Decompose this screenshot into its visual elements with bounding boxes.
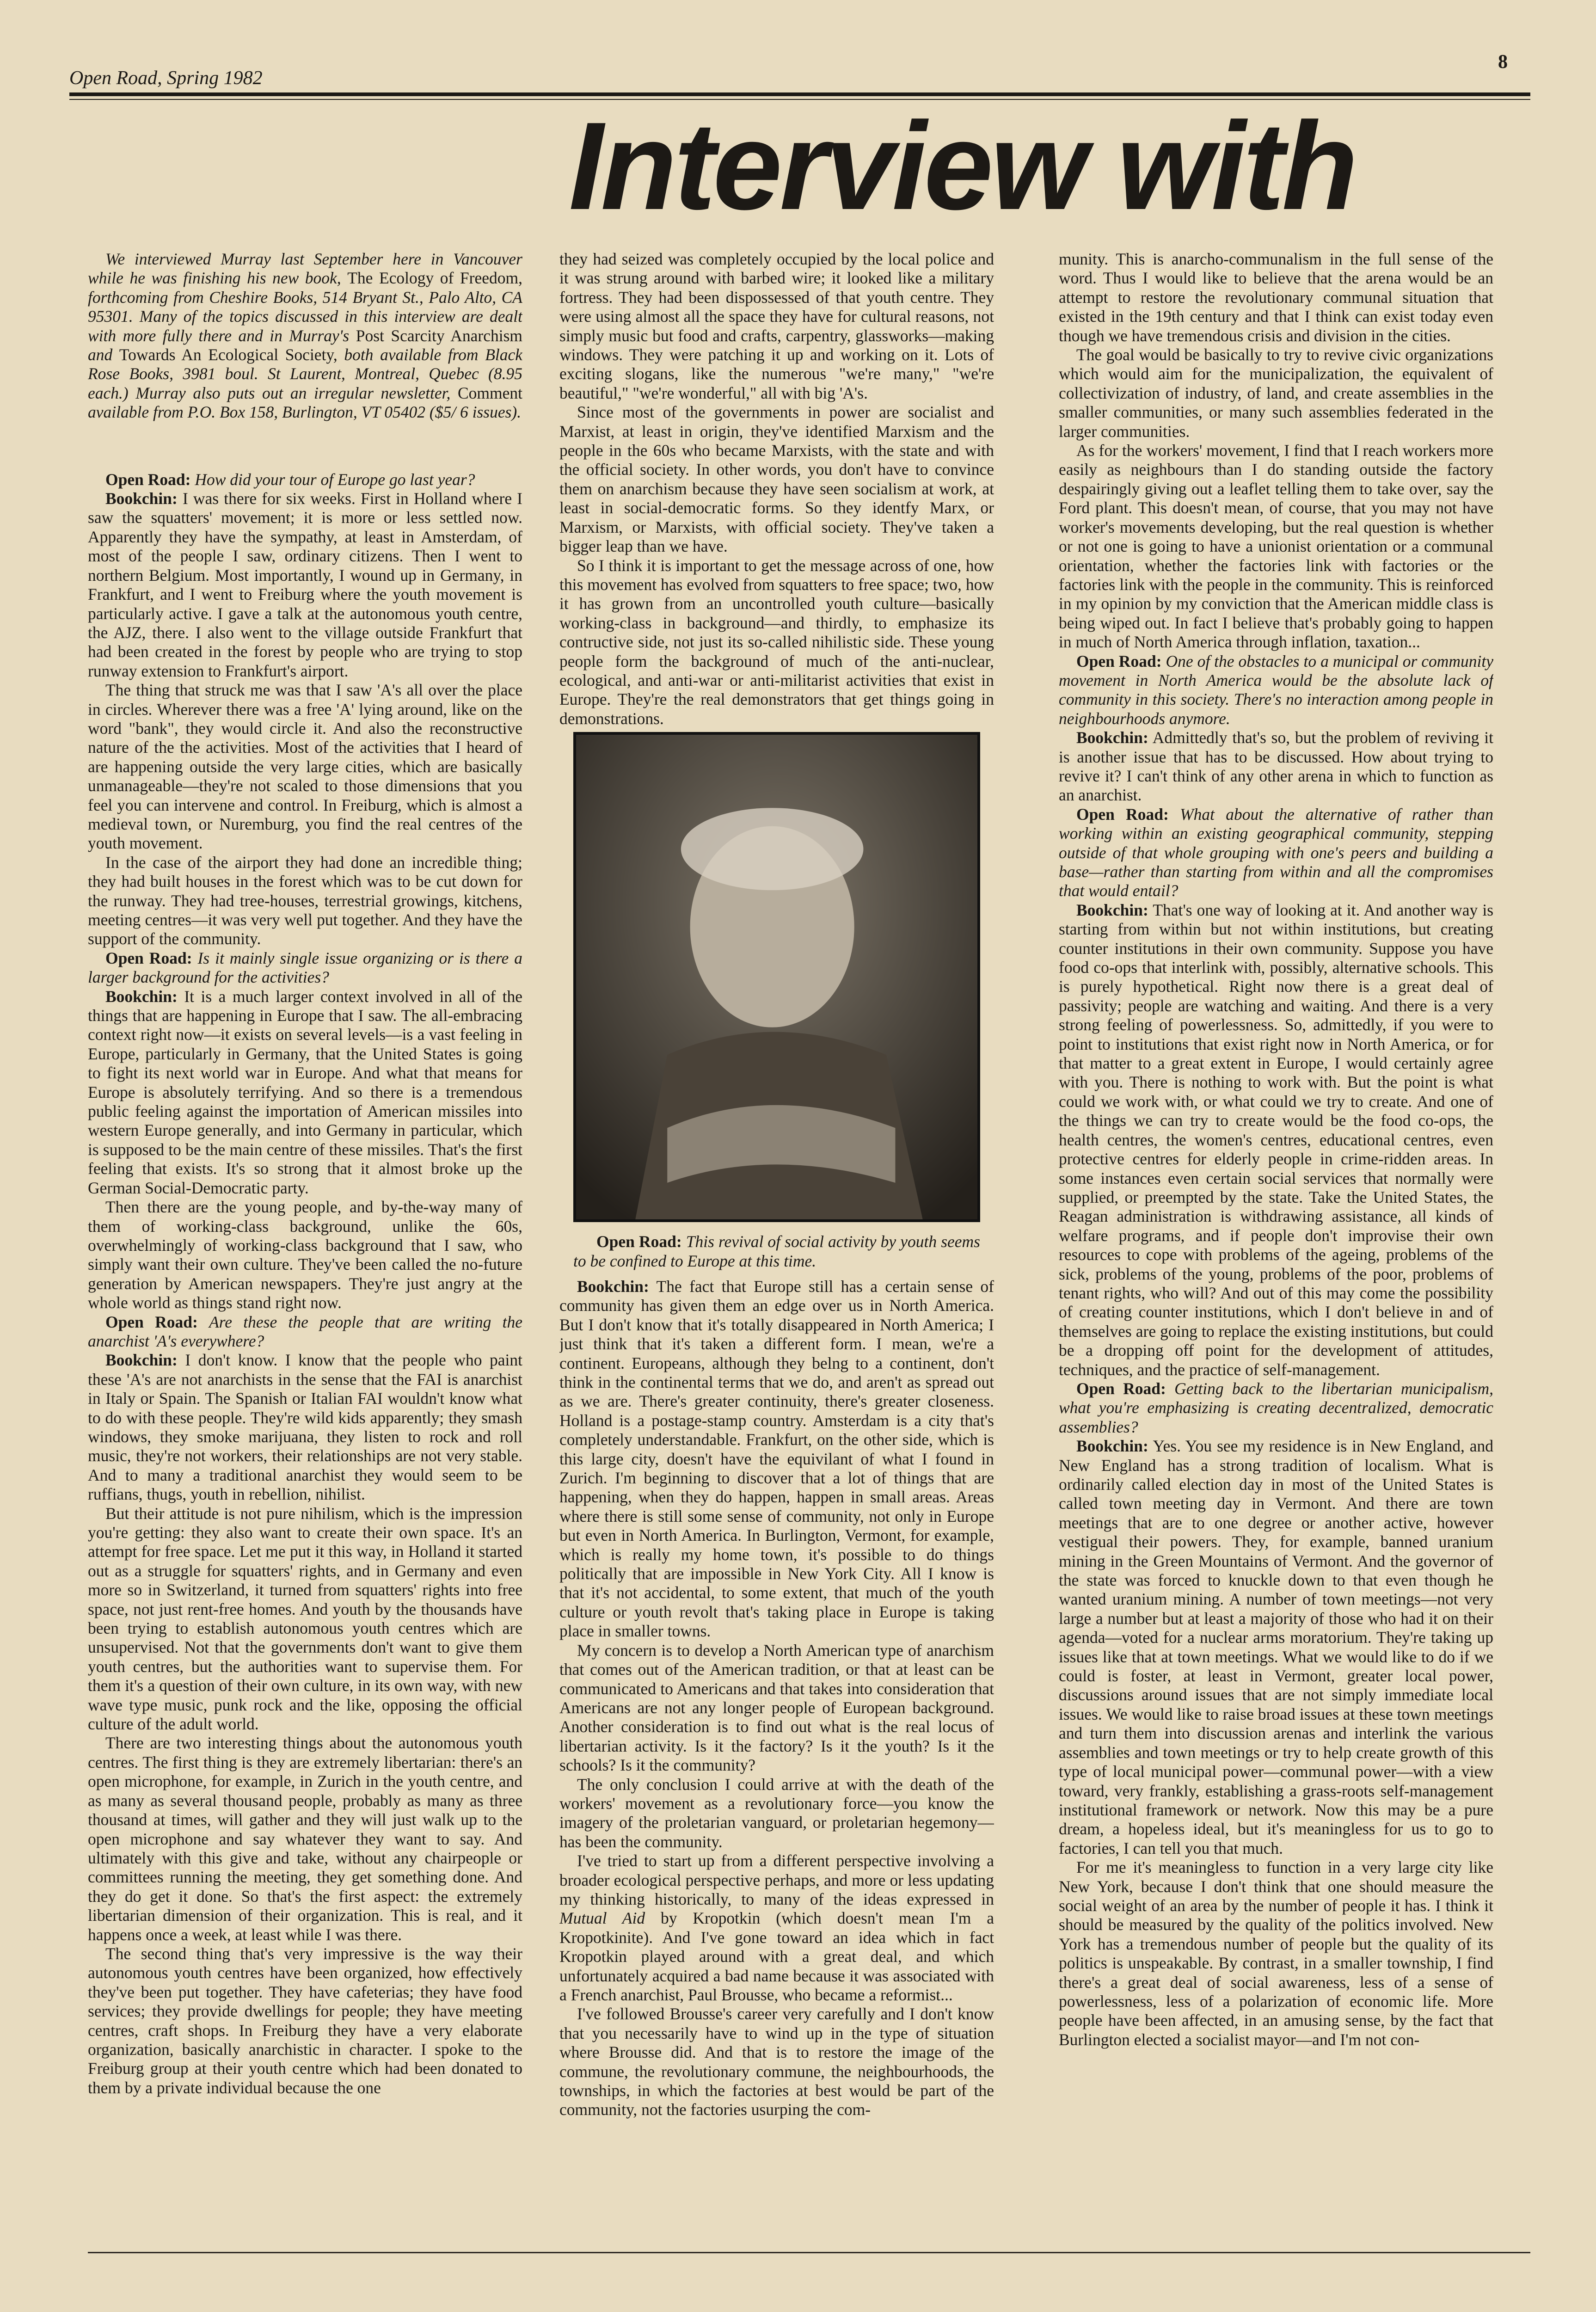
answer-text: I don't know. I know that the people who paint these 'A's are not anarchists in the sense that the FAI is anarchist in Italy or Spain. The Spanish or Italian FAI wouldn't know what to do with these people. They're wild kids apparently; they smash windows, they smoke marijuana, they listen to rock and roll music, they're not workers, their relationships are not very stable. And to many a traditional anarchist they would seem to be ruffians, thugs, youth in rebellion, nihilist.: [88, 1351, 522, 1504]
body-text: by Kropotkin (which doesn't mean I'm a Kropotkinite). And I've gone toward an idea which in fact Kropotkin played around with a great deal, and which unfortunately acquired a bad name because it was associated with a French anarchist, Paul Brousse, who became a reformist...: [559, 1909, 994, 2004]
body-paragraph: I've followed Brousse's career very carefully and I don't know that you necessarily have to wind up in the type of situation where Brousse did. And that is to restore the image of the commune, the revolutionary commune, the neighbourhoods, the townships, in which the factories at best would be part of the community, not the factories usurping the com-: [559, 2005, 994, 2119]
speaker-open-road: Open Road:: [1076, 805, 1169, 824]
photo-caption: [573, 1232, 980, 1271]
issue-line: Open Road, Spring 1982: [69, 68, 263, 89]
speaker-open-road: Open Road:: [105, 1312, 198, 1331]
question-text: Is it mainly single issue organizing or is there a larger background for the activities?: [88, 948, 522, 987]
body-paragraph: The only conclusion I could arrive at with the death of the workers' movement as a revolutionary force—you know the imagery of the proletarian vanguard, or proletarian hegemony—has been the community.: [559, 1775, 994, 1851]
answer-paragraph: [559, 1277, 994, 1641]
continued-paragraph: munity. This is anarcho-communalism in the full sense of the word. Thus I would like to believe that the arena would be an attempt to restore the revolutionary communal situation that existed in the 19th century and that I think can exist today even though we have tremendous crisis and division in the cities.: [1059, 250, 1493, 345]
photo-block: [573, 732, 980, 1271]
body-text: I've tried to start up from a different perspective involving a broader ecological perspective perhaps, and more or less updating my thinking historically, to many of the ideas expressed in: [559, 1851, 994, 1908]
header-rule-thin: [69, 99, 1530, 100]
intro-text: We interviewed Murray last September here in Vancouver while he was finishing his new book,: [88, 250, 522, 288]
question-paragraph: [1059, 652, 1493, 729]
headline: Interview with: [569, 106, 1356, 227]
question-text: What about the alternative of rather than working within an existing geographical community, stepping outside of that whole grouping with one's peers and building a base—rather than starting from within and all the compromises that would entail?: [1059, 805, 1493, 900]
question-text: How did your tour of Europe go last year?: [195, 470, 475, 489]
intro-title: The Ecology of Freedom,: [347, 269, 522, 288]
portrait-photo: [573, 732, 980, 1222]
speaker-open-road: Open Road:: [1076, 652, 1162, 670]
answer-paragraph: [88, 987, 522, 1198]
answer-paragraph: [1059, 728, 1493, 805]
intro-title: Towards An Ecological Society,: [119, 345, 338, 364]
column-1-body: [88, 470, 522, 2098]
intro-text: and: [88, 345, 119, 364]
speaker-open-road: Open Road:: [105, 948, 192, 967]
question-text: Are these the people that are writing the anarchist 'A's everywhere?: [88, 1312, 522, 1350]
body-paragraph: There are two interesting things about the autonomous youth centres. The first thing is they are extremely libertarian: there's an open microphone, for example, in Zurich in the youth centre, and as many as several thousand people, probably as many as three thousand at times, will gather and they will just walk up to the open microphone and say whatever they want to say. And ultimately with this give and take, without any chairpeople or committees running the meeting, they get something done. And they do get it done. So that's the first aspect: the extremely libertarian dimension of their organization. This is real, and it happens once a week, at least while I was there.: [88, 1734, 522, 1944]
body-paragraph: Then there are the young people, and by-the-way many of them of working-class background, unlike the 60s, overwhelmingly of working-class background that I saw, who simply want their own culture. They've been called the no-future generation by American newspapers. They're just angry at the whole world as things stand right now.: [88, 1198, 522, 1312]
speaker-bookchin: Bookchin:: [1076, 900, 1148, 919]
body-paragraph: [559, 1851, 994, 2005]
answer-text: The fact that Europe still has a certain sense of community has given them an edge over us in North America. But I don't know that it's totally disappeared in North America; I just think that it's taken a different form. I mean, we're a continent. Europeans, although they belng to a continent, don't think in the continental terms that we do, and aren't as spread out as we are. There's greater continuity, there's greater closeness. Holland is a postage-stamp country. Amsterdam is a city that's completely understandable. Frankfurt, on the other side, which is this large city, doesn't have the equivilant of what I found in Zurich. I'm beginning to discover that a lot of things that are happening, when they do happen, happen in small areas. Areas where there is still some sense of community, not only in Europe but even in North America. In Burlington, Vermont, for example, which is really my home town, it's possible to do things politically that are impossible in New York City. All I know is that it's not accidental, to some extent, that much of the youth culture or youth revolt that's taking place in Europe is taking place in smaller towns.: [559, 1277, 994, 1641]
speaker-bookchin: Bookchin:: [577, 1277, 649, 1296]
intro-title: Comment: [457, 383, 522, 402]
body-paragraph: So I think it is important to get the message across of one, how this movement has evolved from squatters to free space; two, how it has grown from an uncontrolled youth culture—basically working-class in background—and thirdly, to emphasize its contructive side, not just its so-called nihilistic side. These young people form the background of much of the anti-nuclear, ecological, and anti-war or anti-militarist activities that exist in Europe. They're the real demonstrators that get things going in demonstrations.: [559, 556, 994, 728]
answer-text: Yes. You see my residence is in New England, and New England has a strong tradition of localism. What is ordinarily called election day in most of the United States is called town meeting day in Vermont. And there are town meetings that are to one degree or another active, however vestigual their powers. They, for example, banned uranium mining in the Green Mountains of Vermont. And the governor of the state was forced to knuckle down to that even though he wanted uranium mining. A number of town meetings—not very large a number but at least a majority of those who had it on their agenda—voted for a nuclear arms moratorium. They're taking up issues like that at town meetings. What we would like to do if we could is foster, at least in Vermont, greater local power, discussions around issues that are not simply immediate local issues. We would like to raise broad issues at these town meetings and turn them into discussion arenas and interlink the various assemblies and town meetings or try to help create growth of this type of local municipal power—communal power—with a view toward, very frankly, establishing a grass-roots self-management institutional framework or network. Now this may be a pure dream, a hopeless ideal, but it's meaningless for us to go to factories, I can tell you that much.: [1059, 1437, 1493, 1857]
footer-rule: [88, 2252, 1530, 2253]
body-paragraph: The goal would be basically to try to revive civic organizations which would aim for the municipalization, the equivalent of collectivization of industry, of land, and create assemblies in the smaller communities, or many such assemblies federated in the larger communities.: [1059, 345, 1493, 441]
column-1: [88, 250, 522, 2238]
body-paragraph: For me it's meaningless to function in a very large city like New York, because I don't think that one should measure the social weight of an area by the number of people it has. I think it should be measured by the quality of the politics involved. New York has a tremendous number of people but the quality of its politics is unspeakable. By contrast, in a smaller township, I find there's a great deal of social awareness, less of a sense of powerlessness, less of a polarization of economic life. More people have been affected, in an amusing sense, by the fact that Burlington elected a socialist mayor—and I'm not con-: [1059, 1858, 1493, 2049]
answer-text: Admittedly that's so, but the problem of reviving it is another issue that has to be discussed. How about trying to revive it? I can't think of any other arena in which to function as an anarchist.: [1059, 728, 1493, 805]
body-paragraph: My concern is to develop a North American type of anarchism that comes out of the American tradition, or that at least can be communicated to Americans and that takes into consideration that Americans are not any longer people of European background. Another consideration is to find out what is the real locus of libertarian activity. Is it the factory? Is it the youth? Is it the schools? Is it the community?: [559, 1641, 994, 1775]
answer-text: It is a much larger context involved in all of the things that are happening in Europe that I saw. The all-embracing context right now—it exists on several levels—is a vast feeling in Europe, particularly in Germany, that the United States is going to fight its next world war in Europe. And what that means for Europe is absolutely terrifying. And so there is a tremendous public feeling against the importation of American missiles into western Europe generally, and into Germany in particular, which is supposed to be the main centre of these missiles. That's the first feeling that exists. It's so strong that it almost broke up the German Social-Democratic party.: [88, 987, 522, 1197]
caption-text: This revival of social activity by youth seems to be confined to Europe at this time.: [573, 1232, 980, 1270]
question-text: Getting back to the libertarian municipalism, what you're emphasizing is creating decentralized, democratic assemblies?: [1059, 1379, 1493, 1436]
caption-speaker: Open Road:: [596, 1232, 682, 1251]
answer-paragraph: [88, 489, 522, 681]
speaker-open-road: Open Road:: [105, 470, 191, 489]
column-3-body: [1059, 250, 1493, 2049]
body-paragraph: As for the workers' movement, I find that I reach workers more easily as neighbours than I do standing outside the factory despairingly giving out a leaflet telling them to take over, say the Ford plant. This doesn't mean, of course, that you may not have worker's movements developing, but the real question is whether or not one is going to have a unionist orientation or a communal orientation, whether the factories link with factories or the factories link with the people in the community. This is reinforced in my opinion by my conviction that the American middle class is being wiped out. In fact I believe that's probably going to happen in much of North America through inflation, taxation...: [1059, 441, 1493, 652]
column-2-bottom: [559, 1277, 994, 2120]
header-rule: [69, 92, 1530, 96]
body-paragraph: In the case of the airport they had done an incredible thing; they had built houses in the forest which was to be cut down for the runway. They had tree-houses, terrestrial growings, kitchens, meeting centres—it was very well put together. And they have the support of the community.: [88, 853, 522, 948]
book-title: Mutual Aid: [559, 1909, 645, 1928]
question-paragraph: [88, 949, 522, 987]
intro-text: available from P.O. Box 158, Burlington, VT 05402 ($5/ 6 issues).: [88, 403, 522, 422]
question-paragraph: [1059, 1379, 1493, 1437]
answer-text: I was there for six weeks. First in Holland where I saw the squatters' movement; it is more or less settled now. Apparently they have the sympathy, at least in Amsterdam, of most of the people I saw, ordinary citizens. Then I went to northern Belgium. Most importantly, I wound up in Germany, in Frankfurt, and I went to Freiburg where the youth movement is particularly active. I gave a talk at the autonomous youth centre, the AJZ, there. I also went to the village outside Frankfurt that had been created in the forest by people who are trying to stop runway extension to Frankfurt's airport.: [88, 489, 522, 680]
question-paragraph: [88, 470, 522, 489]
answer-paragraph: [1059, 901, 1493, 1379]
speaker-open-road: Open Road:: [1076, 1379, 1166, 1398]
intro-paragraph: [88, 250, 522, 422]
question-paragraph: [1059, 805, 1493, 901]
body-paragraph: But their attitude is not pure nihilism, which is the impression you're getting: they also want to create their own space. It's an attempt for free space. Let me put it this way, in Holland it started out as a struggle for squatters' rights, and in Germany and even more so in Switzerland, it turned from squatters' rights into free space, not just rent-free homes. And youth by the thousands have been trying to establish autonomous youth centres which are unsupervised. Not that the governments don't want to give them youth centres, but the authorities want to supervise them. For them it's a question of their own culture, in its own way, with new wave type music, punk rock and the like, opposing the official culture of the adult world.: [88, 1504, 522, 1734]
question-paragraph: [88, 1313, 522, 1351]
speaker-bookchin: Bookchin:: [1076, 1437, 1148, 1456]
intro-text: both available from Black Rose Books, 3981 boul. St Laurent, Montreal, Quebec (8.95 each.) Murray also puts out an irregular newsletter,: [88, 345, 522, 402]
speaker-bookchin: Bookchin:: [105, 987, 178, 1006]
continued-paragraph: they had seized was completely occupied by the local police and it was strung around with barbed wire; it looked like a military fortress. They had been dispossessed of that youth centre. They were using almost all the space they have for cultural reasons, not simply music but food and crafts, carpentry, glassworks—making windows. They were patching it up and working on it. Lots of exciting slogans, like the numerous "we're many," "we're beautiful," "we're wonderful," all with big 'A's.: [559, 250, 994, 402]
intro-title: Post Scarcity Anarchism: [356, 326, 522, 345]
answer-paragraph: [1059, 1437, 1493, 1858]
answer-text: That's one way of looking at it. And another way is starting from within but not within institutions, but creating counter institutions in their own community. Suppose you have food co-ops that interlink with, possibly, alternative schools. This is purely hypothetical. Right now there is a great deal of passivity; people are watching and waiting. And there is a very strong feeling of powerlessness. So, admittedly, if you were to point to institutions that exist right now in North America, or for that matter to a great extent in Europe, I would certainly agree with you. There is nothing to work with. But the point is what could we work with, or what could we try to create. And one of the things we can try to create would be the food co-ops, the health centres, the women's centres, educational centres, even protective centres for elderly people in crime-ridden areas. In some instances even certain social services that normally were supplied, or preempted by the state. Take the United States, the Reagan administration is withdrawing assistance, all kinds of welfare programs, and if people don't improvise their own resources to cope with problems of the ageing, problems of the sick, problems of the young, problems of the poor, problems of tenant rights, who will? And out of this may come the possibility of creating counter institutions, which I don't believe in and of themselves are going to replace the existing institutions, but could be a dropping off point for the development of attitudes, techniques, and the practice of self-management.: [1059, 900, 1493, 1379]
speaker-bookchin: Bookchin:: [1076, 728, 1148, 747]
speaker-bookchin: Bookchin:: [105, 1351, 178, 1370]
question-text: One of the obstacles to a municipal or community movement in North America would be the absolute lack of community in this society. There's no interaction among people in neighbourhoods anymore.: [1059, 652, 1493, 728]
body-paragraph: Since most of the governments in power are socialist and Marxist, at least in origin, they've identified Marxism and the people in the 60s who became Marxists, with the state and with the official society. In other words, you don't have to convince them on anarchism because they have seen socialism at work, at least in social-democratic forms. So they identfy Marx, or Marxism, or Marxists, with official society. They've taken a bigger leap than we have.: [559, 403, 994, 556]
column-3: [1059, 250, 1493, 2238]
column-2: [559, 250, 994, 2238]
body-paragraph: The thing that struck me was that I saw 'A's all over the place in circles. Wherever there was a free 'A' lying around, like on the word "bank", they would circle it. And also the reconstructive nature of the the activities. Most of the activities that I heard of are happening outside the very large cities, which are basically unmanageable—they're not scaled to those dimensions that you feel you can intervene and control. In Freiburg, which is almost a medieval town, or Nuremburg, you find the real centres of the youth movement.: [88, 681, 522, 853]
body-paragraph: The second thing that's very impressive is the way their autonomous youth centres have been organized, how effectively they've been put together. They have cafeterias; they have food services; they provide dwellings for people; they have meeting centres, craft shops. In Freiburg they have a very elaborate organization, basically anarchistic in character. I spoke to the Freiburg group at their youth centre which had been donated to them by a private individual because the one: [88, 1944, 522, 2097]
column-2-top: [559, 250, 994, 728]
page-number: 8: [1498, 51, 1508, 73]
answer-paragraph: [88, 1351, 522, 1504]
speaker-bookchin: Bookchin:: [105, 489, 178, 508]
intro-text: forthcoming from Cheshire Books, 514 Bryant St., Palo Alto, CA 95301. Many of the topics discussed in this interview are dealt with more fully there and in Murray's: [88, 288, 522, 345]
